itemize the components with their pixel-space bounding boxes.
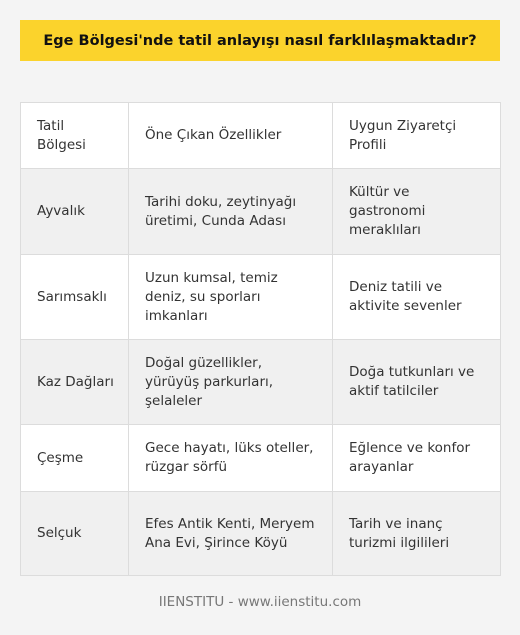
region-cell: Ayvalık bbox=[21, 169, 129, 255]
header-cell-features: Öne Çıkan Özellikler bbox=[129, 103, 333, 169]
region-cell: Kaz Dağları bbox=[21, 340, 129, 425]
table-row bbox=[21, 340, 501, 425]
header-cell-region: Tatil Bölgesi bbox=[21, 103, 129, 169]
features-cell: Doğal güzellikler, yürüyüş parkurları, şelaleler bbox=[129, 340, 333, 425]
table-row bbox=[21, 425, 501, 492]
visitor-profile-cell: Eğlence ve konfor arayanlar bbox=[333, 425, 501, 492]
comparison-table-container bbox=[20, 102, 500, 576]
visitor-profile-cell: Tarih ve inanç turizmi ilgilileri bbox=[333, 492, 501, 576]
table-row bbox=[21, 492, 501, 576]
features-cell: Tarihi doku, zeytinyağı üretimi, Cunda Adası bbox=[129, 169, 333, 255]
page-title: Ege Bölgesi'nde tatil anlayışı nasıl farklılaşmaktadır? bbox=[43, 32, 477, 49]
header-cell-visitor-profile: Uygun Ziyaretçi Profili bbox=[333, 103, 501, 169]
features-cell: Efes Antik Kenti, Meryem Ana Evi, Şirince Köyü bbox=[129, 492, 333, 576]
visitor-profile-cell: Deniz tatili ve aktivite sevenler bbox=[333, 255, 501, 340]
visitor-profile-cell: Kültür ve gastronomi meraklıları bbox=[333, 169, 501, 255]
features-cell: Gece hayatı, lüks oteller, rüzgar sörfü bbox=[129, 425, 333, 492]
features-cell: Uzun kumsal, temiz deniz, su sporları imkanları bbox=[129, 255, 333, 340]
table-row bbox=[21, 255, 501, 340]
table-row bbox=[21, 169, 501, 255]
region-cell: Selçuk bbox=[21, 492, 129, 576]
region-cell: Çeşme bbox=[21, 425, 129, 492]
visitor-profile-cell: Doğa tutkunları ve aktif tatilciler bbox=[333, 340, 501, 425]
region-cell: Sarımsaklı bbox=[21, 255, 129, 340]
title-banner bbox=[20, 20, 500, 61]
comparison-table bbox=[20, 102, 501, 576]
footer-credit: IIENSTITU - www.iienstitu.com bbox=[158, 594, 362, 610]
table-header-row bbox=[21, 103, 501, 169]
